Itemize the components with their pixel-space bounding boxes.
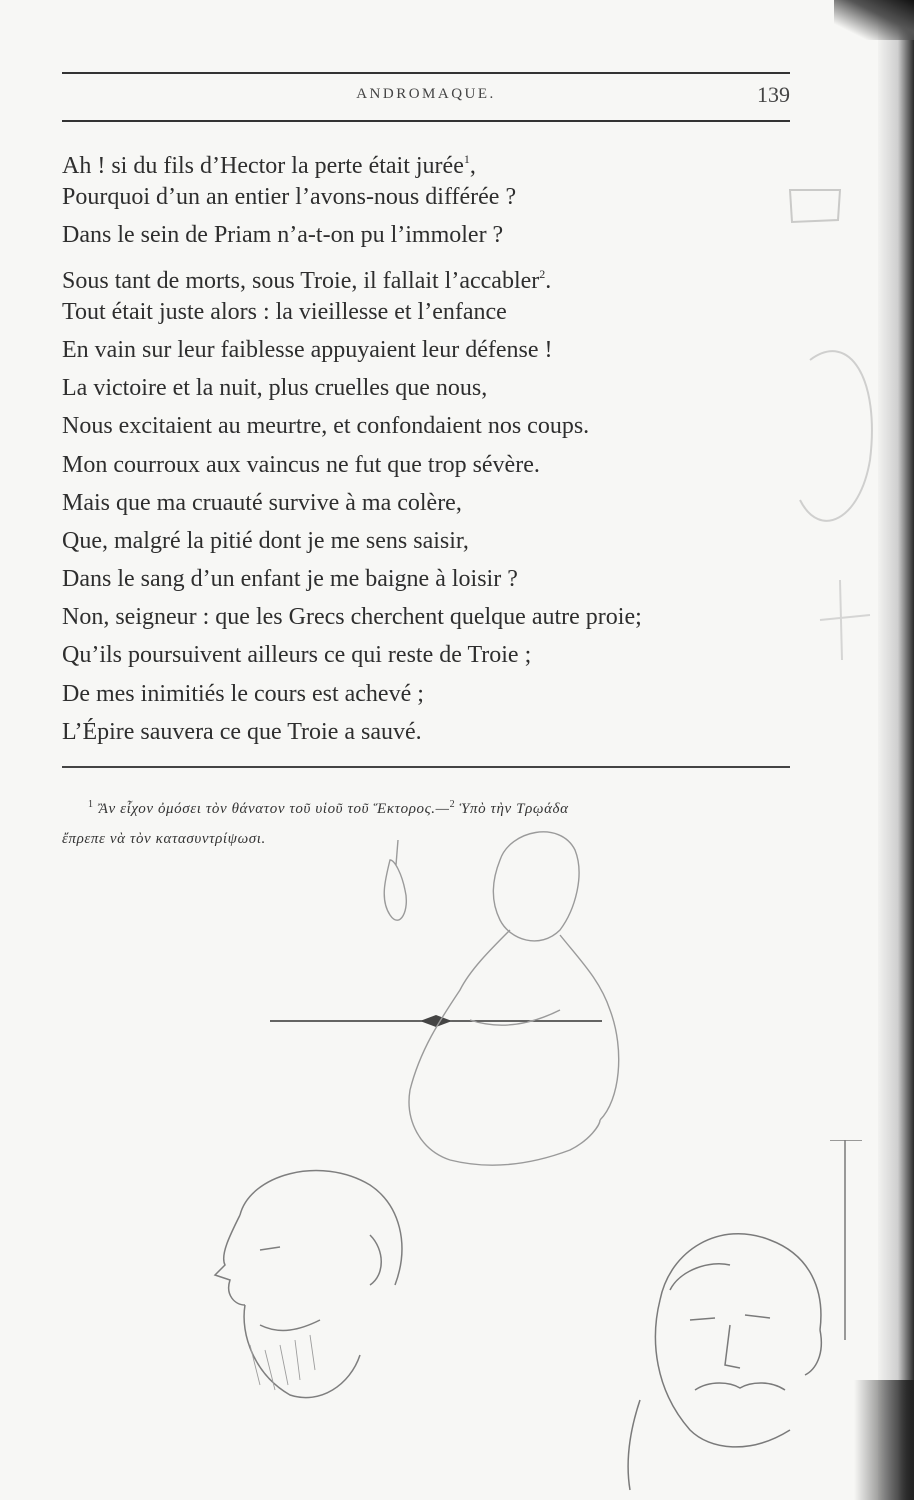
verse-line: Pourquoi d’un an entier l’avons-nous différée ? xyxy=(62,184,517,211)
page-corner-shadow xyxy=(834,0,914,40)
verse-line: Dans le sein de Priam n’a-t-on pu l’immoler ? xyxy=(62,222,504,249)
running-title: ANDROMAQUE. xyxy=(356,86,496,102)
footnote-rule xyxy=(62,766,790,768)
verse-line: En vain sur leur faiblesse appuyaient leur défense ! xyxy=(62,336,553,363)
verse-line: Nous excitaient au meurtre, et confondaient nos coups. xyxy=(62,413,590,440)
header-rule xyxy=(62,120,790,122)
footnote-line: $^1$ Ἂν εἶχον ὀμόσει τὸν θάνατον τοῦ υἱοῦ τοῦ Ἕκτορος.—$^2$ Ὑπὸ τὴν Τρῳάδα xyxy=(88,799,569,817)
verse-line: L’Épire sauvera ce que Troie a sauvé. xyxy=(62,718,422,745)
footnote-ref: 1 xyxy=(463,152,470,166)
verse-block xyxy=(62,140,822,751)
verse-line: Mon courroux aux vaincus ne fut que trop sévère. xyxy=(62,451,540,478)
verse-line: La victoire et la nuit, plus cruelles que nous, xyxy=(62,375,488,402)
verse-line: Tout était juste alors : la vieillesse et l’enfance xyxy=(62,298,507,325)
verse-line: Mais que ma cruauté survive à ma colère, xyxy=(62,489,462,516)
pencil-sketch-bearded-head xyxy=(200,1155,440,1415)
pencil-sketch-mustached-head xyxy=(600,1140,880,1500)
page-number: 139 xyxy=(757,82,790,107)
top-rule xyxy=(62,72,790,74)
verse-line: Ah ! si du fils d’Hector la perte était jurée$^1$, xyxy=(62,152,476,179)
verse-line: Non, seigneur : que les Grecs cherchent quelque autre proie; xyxy=(62,604,642,631)
verse-line: Que, malgré la pitié dont je me sens saisir, xyxy=(62,527,469,554)
verse-line: Sous tant de morts, sous Troie, il fallait l’accabler$^2$. xyxy=(62,266,552,294)
page-header xyxy=(62,82,790,110)
footnote-line: ἔπρεπε νὰ τὸν κατασυντρίψωσι. xyxy=(62,831,266,847)
footnote-ref: 2 xyxy=(539,266,546,281)
verse-line: Qu’ils poursuivent ailleurs ce qui reste de Troie ; xyxy=(62,642,532,669)
verse-line: De mes inimitiés le cours est achevé ; xyxy=(62,680,424,707)
verse-line: Dans le sang d’un enfant je me baigne à loisir ? xyxy=(62,566,518,593)
